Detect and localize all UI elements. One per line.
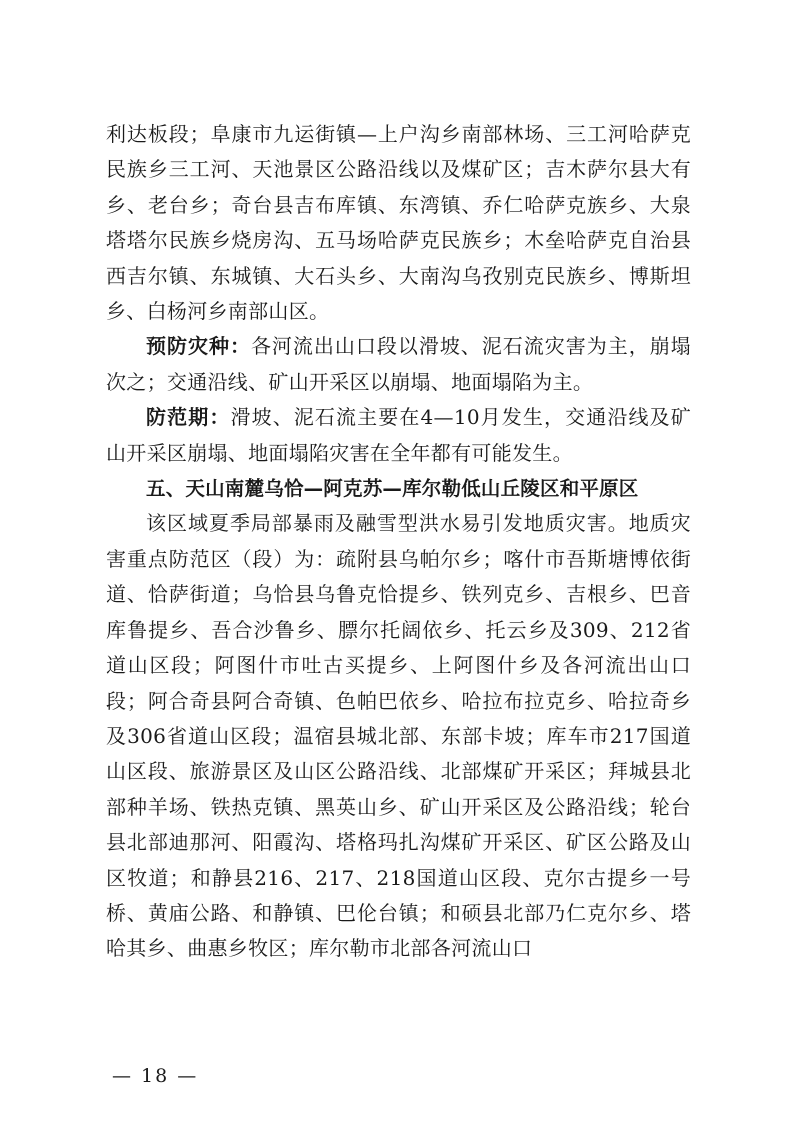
hazard-types-label: 预防灾种：	[146, 334, 251, 359]
paragraph-prevention-period	[106, 400, 691, 471]
paragraph-intro-continuation: 利达板段；阜康市九运街镇—上户沟乡南部林场、三工河哈萨克民族乡三工河、天池景区公路沿线以及煤矿区；吉木萨尔县大有乡、老台乡；奇台县吉布库镇、东湾镇、乔仁哈萨克族乡、大泉塔塔尔民族乡烧房沟、五马场哈萨克民族乡；木垒哈萨克自治县西吉尔镇、东城镇、大石头乡、大南沟乌孜别克民族乡、博斯坦乡、白杨河乡南部山区。	[106, 122, 691, 324]
page-number: — 18 —	[112, 1065, 199, 1087]
section-heading: 五、天山南麓乌恰—阿克苏—库尔勒低山丘陵区和平原区	[146, 477, 639, 501]
paragraph-hazard-types	[106, 329, 691, 400]
prevention-period-label: 防范期：	[146, 405, 231, 430]
hazard-types-text: 各河流出山口段以滑坡、泥石流灾害为主，崩塌次之；交通沿线、矿山开采区以崩塌、地面塌陷为主。	[106, 334, 691, 394]
paragraph-section-body: 该区域夏季局部暴雨及融雪型洪水易引发地质灾害。地质灾害重点防范区（段）为：疏附县乌帕尔乡；喀什市吾斯塘博依街道、恰萨街道；乌恰县乌鲁克恰提乡、铁列克乡、吉根乡、巴音库鲁提乡、吾合沙鲁乡、膘尔托阔依乡、托云乡及309、212省道山区段；阿图什市吐古买提乡、上阿图什乡及各河流出山口段；阿合奇县阿合奇镇、色帕巴依乡、哈拉布拉克乡、哈拉奇乡及306省道山区段；温宿县城北部、东部卡坡；库车市217国道山区段、旅游景区及山区公路沿线、北部煤矿开采区；拜城县北部种羊场、铁热克镇、黑英山乡、矿山开采区及公路沿线；轮台县北部迪那河、阳霞沟、塔格玛扎沟煤矿开采区、矿区公路及山区牧道；和静县216、217、218国道山区段、克尔古提乡一号桥、黄庙公路、和静镇、巴伦台镇；和硕县北部乃仁克尔乡、塔哈其乡、曲惠乡牧区；库尔勒市北部各河流山口	[106, 511, 691, 961]
body-text	[106, 117, 691, 967]
prevention-period-text: 滑坡、泥石流主要在4—10月发生，交通沿线及矿山开采区崩塌、地面塌陷灾害在全年都有可能发生。	[106, 405, 692, 465]
